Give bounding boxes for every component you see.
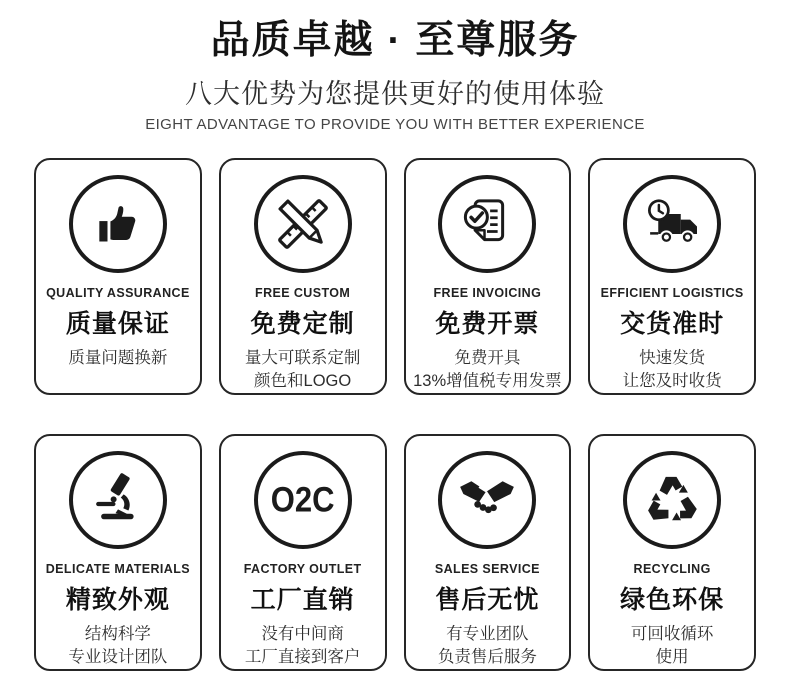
advantage-grid: [0, 158, 790, 671]
icon-circle: [623, 451, 721, 549]
icon-circle: [69, 451, 167, 549]
card-description-line: 工厂直接到客户: [244, 648, 361, 667]
card-label-en: QUALITY ASSURANCE: [46, 285, 190, 300]
card-description-line: 专业设计团队: [68, 648, 168, 667]
icon-circle: [254, 175, 352, 273]
card-description-line: 使用: [655, 648, 689, 667]
card-description-line: 结构科学: [84, 624, 151, 643]
card-title-cn: 售后无忧: [435, 585, 540, 614]
card-label-en: EFFICIENT LOGISTICS: [600, 285, 744, 300]
card-title-cn: 精致外观: [65, 585, 170, 614]
card-description: [245, 347, 361, 394]
card-title-cn: 绿色环保: [620, 585, 725, 614]
banner-header: [0, 0, 790, 133]
subtitle-english: EIGHT ADVANTAGE TO PROVIDE YOU WITH BETTER EXPERIENCE: [145, 115, 645, 133]
card-description: [413, 347, 562, 394]
icon-circle: [438, 451, 536, 549]
page-title: 品质卓越 · 至尊服务: [210, 19, 580, 62]
icon-circle: [438, 175, 536, 273]
card-description-line: 13%增值税专用发票: [413, 372, 562, 391]
card-label-en: RECYCLING: [633, 561, 711, 576]
card-description-line: 质量问题换新: [68, 348, 168, 367]
card-label-en: FACTORY OUTLET: [243, 561, 362, 576]
card-title-cn: 免费开票: [435, 309, 540, 338]
card-description-line: 免费开具: [454, 348, 521, 367]
advantage-card: [219, 158, 387, 395]
card-title-cn: 质量保证: [65, 309, 170, 338]
card-description-line: 负责售后服务: [437, 648, 537, 667]
card-description: [438, 623, 537, 670]
card-description: [68, 347, 167, 370]
o2c-icon: [270, 479, 335, 520]
subtitle-chinese: 八大优势为您提供更好的使用体验: [185, 78, 605, 109]
card-title-cn: 交货准时: [620, 309, 725, 338]
card-label-en: DELICATE MATERIALS: [45, 561, 190, 576]
icon-circle: [623, 175, 721, 273]
ruler-pencil-icon: [273, 194, 333, 254]
card-title-cn: 工厂直销: [250, 585, 355, 614]
card-label-en: FREE CUSTOM: [255, 285, 351, 300]
advantage-card: [34, 158, 202, 395]
card-label-en: FREE INVOICING: [433, 285, 542, 300]
advantage-card: [588, 158, 756, 395]
card-description: [631, 623, 714, 670]
advantage-card: [588, 434, 756, 671]
handshake-icon: [457, 470, 517, 530]
card-description-line: 快速发货: [639, 348, 706, 367]
card-description-line: 没有中间商: [261, 624, 344, 643]
card-description: [68, 623, 167, 670]
advantage-card: [404, 434, 572, 671]
card-description: [623, 347, 722, 394]
icon-circle: [254, 451, 352, 549]
card-description-line: 量大可联系定制: [244, 348, 361, 367]
card-description-line: 可回收循环: [630, 624, 714, 643]
card-description: [245, 623, 361, 670]
truck-clock-icon: [642, 194, 702, 254]
o2c-text: O2C: [270, 479, 335, 520]
advantage-card: [34, 434, 202, 671]
recycling-icon: [642, 470, 702, 530]
card-label-en: SALES SERVICE: [434, 561, 540, 576]
card-description-line: 有专业团队: [446, 624, 529, 643]
thumbs-up-icon: [90, 196, 146, 252]
card-title-cn: 免费定制: [250, 309, 355, 338]
invoice-check-icon: [457, 194, 517, 254]
icon-circle: [69, 175, 167, 273]
advantage-card: [404, 158, 572, 395]
microscope-icon: [88, 470, 148, 530]
card-description-line: 颜色和LOGO: [254, 372, 352, 391]
card-description-line: 让您及时收货: [622, 372, 722, 391]
advantage-card: [219, 434, 387, 671]
